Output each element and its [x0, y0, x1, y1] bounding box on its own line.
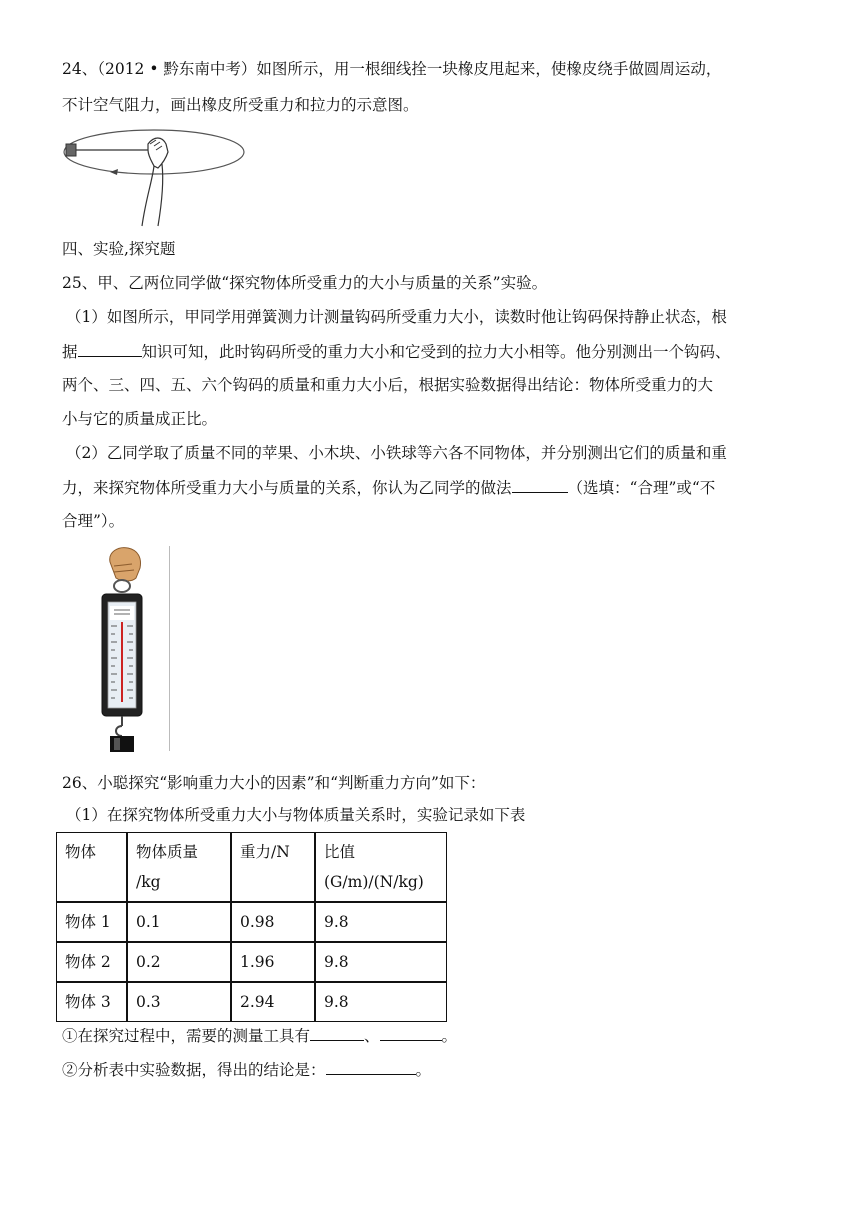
table-row [56, 902, 447, 942]
q26-q1-end: 。 [441, 1027, 458, 1045]
q25-p1-line-2a: 据 [62, 343, 78, 361]
q25-p1-line-3: 两个、三、四、五、六个钩码的质量和重力大小后，根据实验数据得出结论：物体所受重力的大 [62, 376, 714, 394]
q26-q2-end: 。 [415, 1061, 432, 1079]
answer-blank-reasonable[interactable] [512, 476, 568, 493]
q25-p1-line-1: （1）如图所示，甲同学用弹簧测力计测量钩码所受重力大小，读数时他让钩码保持静止状态，根 [66, 308, 727, 326]
q24-line-2: 不计空气阻力，画出橡皮所受重力和拉力的示意图。 [62, 96, 419, 114]
q26-intro: 26、小聪探究“影响重力大小的因素”和“判断重力方向”如下： [62, 774, 486, 792]
answer-blank-knowledge[interactable] [78, 340, 142, 357]
table-row [56, 942, 447, 982]
q25-p2-line-2 [62, 476, 802, 499]
eraser-circle-figure [62, 122, 252, 230]
q24-line-1: 24、（2012 • 黔东南中考）如图所示，用一根细线拴一块橡皮甩起来，使橡皮绕手做圆周运动， [62, 60, 722, 78]
spring-scale-figure [92, 546, 152, 752]
table-cell: 0.98 [231, 902, 315, 942]
q26-q1-sep: 、 [364, 1027, 380, 1045]
answer-blank-tool-1[interactable] [310, 1024, 364, 1041]
q25-p2-line-3: 合理”）。 [62, 512, 125, 530]
table-cell: 物体 2 [56, 942, 127, 982]
q26-q1-text: ①在探究过程中，需要的测量工具有 [62, 1027, 311, 1045]
table-cell: 0.2 [127, 942, 231, 982]
q25-p2-line-1: （2）乙同学取了质量不同的苹果、小木块、小铁球等六各不同物体，并分别测出它们的质量和重 [66, 444, 727, 462]
table-cell: 1.96 [231, 942, 315, 982]
table-cell: 0.1 [127, 902, 231, 942]
table-cell: 9.8 [315, 902, 447, 942]
q26-p1: （1）在探究物体所受重力大小与物体质量关系时，实验记录如下表 [66, 806, 526, 824]
table-cell: 物体 3 [56, 982, 127, 1022]
table-cell: 2.94 [231, 982, 315, 1022]
answer-blank-tool-2[interactable] [380, 1024, 442, 1041]
header-cell: 物体 [56, 832, 127, 902]
q26-q2-text: ②分析表中实验数据，得出的结论是： [62, 1061, 326, 1079]
table-row [56, 982, 447, 1022]
q26-q2 [62, 1058, 802, 1081]
table-cell: 0.3 [127, 982, 231, 1022]
q26-q1 [62, 1024, 802, 1047]
header-cell: 比值 (G/m)/(N/kg) [315, 832, 447, 902]
answer-blank-conclusion[interactable] [326, 1058, 416, 1075]
figure-divider [169, 546, 170, 751]
q25-p1-line-2 [62, 340, 802, 363]
table-cell: 9.8 [315, 942, 447, 982]
table-cell: 物体 1 [56, 902, 127, 942]
section-title: 四、实验,探究题 [62, 240, 176, 258]
experiment-table [56, 832, 447, 1022]
table-cell: 9.8 [315, 982, 447, 1022]
q25-intro: 25、甲、乙两位同学做“探究物体所受重力的大小与质量的关系”实验。 [62, 274, 548, 292]
table-header-row [56, 832, 447, 902]
q25-p2-line-2b: （选填：“合理”或“不 [567, 479, 716, 497]
q25-p2-line-2a: 力，来探究物体所受重力大小与质量的关系，你认为乙同学的做法 [62, 479, 512, 497]
header-cell: 重力/N [231, 832, 315, 902]
q25-p1-line-2b: 知识可知，此时钩码所受的重力大小和它受到的拉力大小相等。他分别测出一个钩码、 [141, 343, 731, 361]
q25-p1-line-4: 小与它的质量成正比。 [62, 410, 218, 428]
header-cell: 物体质量 /kg [127, 832, 231, 902]
